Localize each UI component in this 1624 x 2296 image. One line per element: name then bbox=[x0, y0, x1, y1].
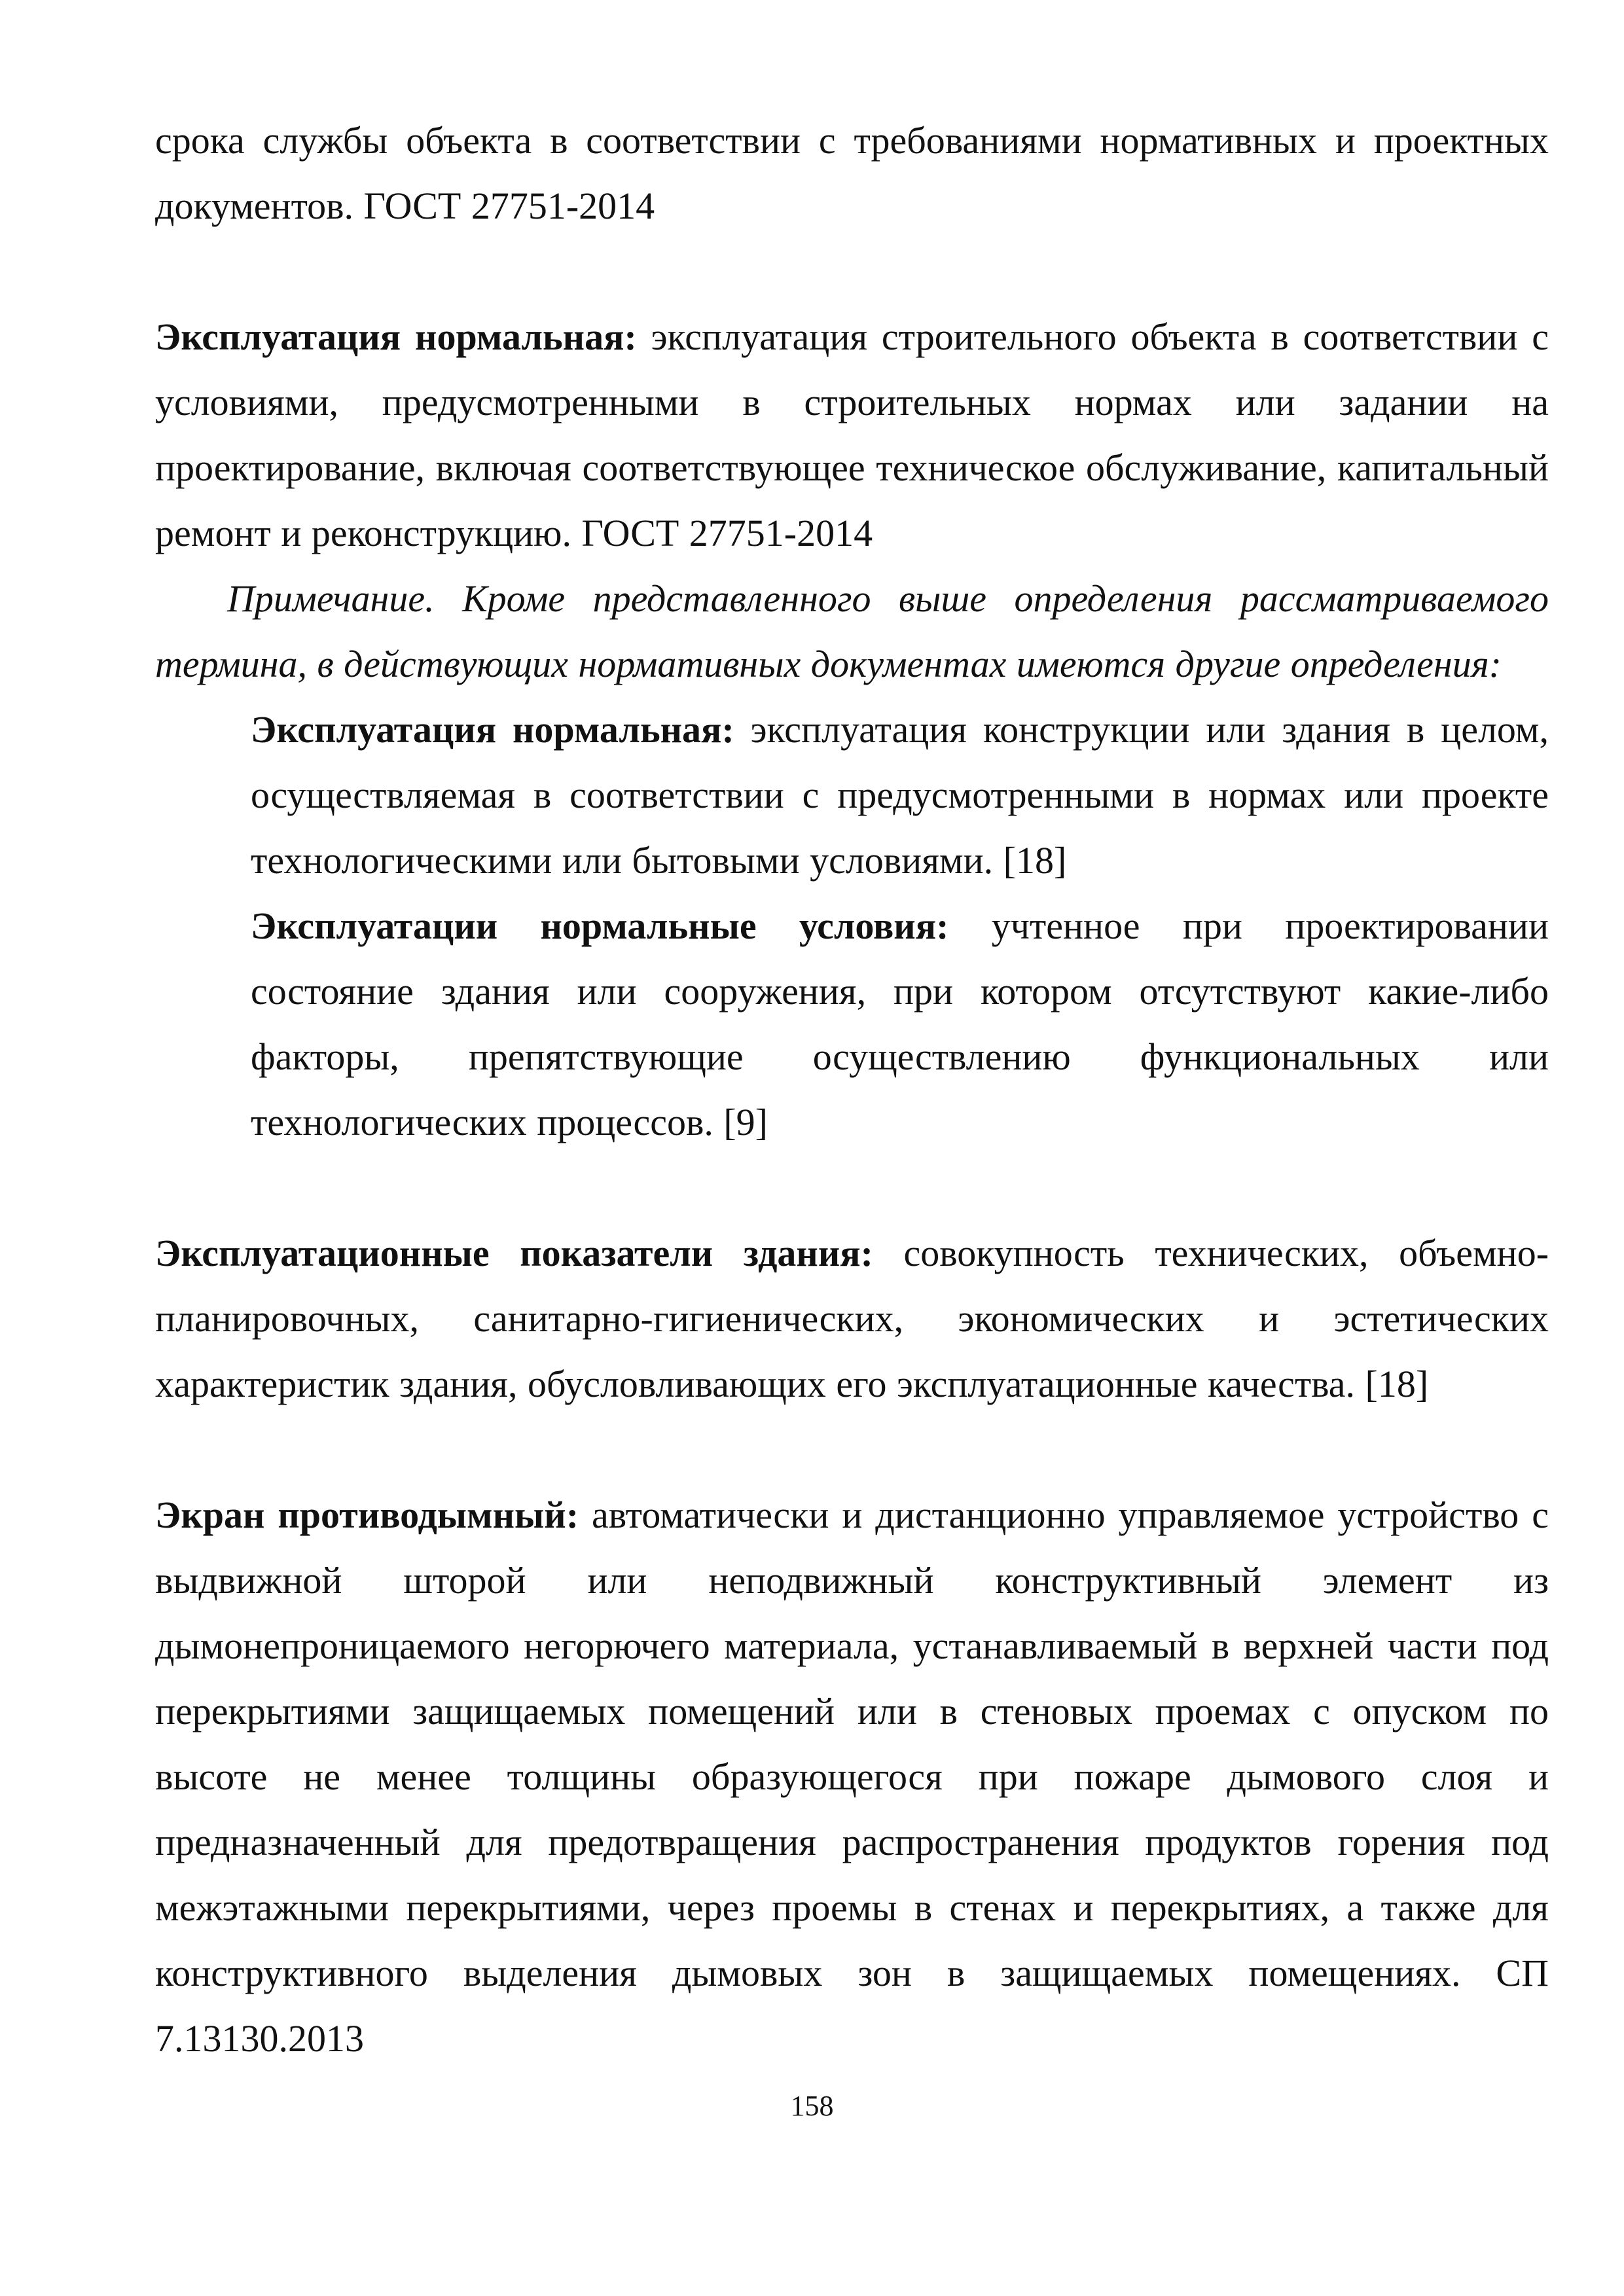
page-number: 158 bbox=[790, 2090, 834, 2122]
definition-performance-indicators bbox=[155, 1221, 1549, 1417]
note-text: Примечание. Кроме представленного выше определения рассматриваемого термина, в действующих нормативных документах имеются другие определения: bbox=[155, 577, 1549, 685]
definition-text: эксплуатация конструкции или здания в целом, осуществляемая в соответствии с предусмотренными в нормах или проекте технологическими или бытовыми условиями. [18] bbox=[251, 708, 1549, 882]
note-paragraph bbox=[155, 566, 1549, 697]
definition-text: автоматически и дистанционно управляемое устройство с выдвижной шторой или неподвижный конструктивный элемент из дымонепроницаемого негорючего материала, устанавливаемый в верхней части под перекрытиями защищаемых помещений или в стеновых проемах с опуском по высоте не менее толщины образующегося при пожаре дымового слоя и предназначенный для предотвращения распространения продуктов горения под межэтажными перекрытиями, через проемы в стенах и перекрытиях, а также для конструктивного выделения дымовых зон в защищаемых помещениях. СП 7.13130.2013 bbox=[155, 1494, 1549, 2060]
definition-term: Эксплуатации нормальные условия: bbox=[251, 905, 949, 947]
definition-normal-conditions bbox=[251, 893, 1549, 1155]
definition-term: Эксплуатация нормальная: bbox=[155, 315, 637, 358]
paragraph-continuation bbox=[155, 108, 1549, 239]
definition-normal-operation bbox=[155, 304, 1549, 566]
paragraph-text: срока службы объекта в соответствии с требованиями нормативных и проектных документов. ГОСТ 27751-2014 bbox=[155, 119, 1549, 227]
definition-term: Эксплуатационные показатели здания: bbox=[155, 1232, 873, 1274]
definition-smoke-screen bbox=[155, 1482, 1549, 2072]
definition-text: совокупность технических, объемно-планировочных, санитарно-гигиенических, экономических и эстетических характеристик здания, обусловливающих его эксплуатационные качества. [18] bbox=[155, 1232, 1549, 1405]
definition-term: Экран противодымный: bbox=[155, 1494, 579, 1536]
definition-text: эксплуатация строительного объекта в соответствии с условиями, предусмотренными в строительных нормах или задании на проектирование, включая соответствующее техническое обслуживание, капитальный ремонт и реконструкцию. ГОСТ 27751-2014 bbox=[155, 315, 1549, 554]
definition-term: Эксплуатация нормальная: bbox=[251, 708, 734, 751]
definition-normal-operation-alt bbox=[251, 697, 1549, 893]
definition-text: учтенное при проектировании состояние здания или сооружения, при котором отсутствуют какие-либо факторы, препятствующие осуществлению функциональных или технологических процессов. [9] bbox=[251, 905, 1549, 1143]
